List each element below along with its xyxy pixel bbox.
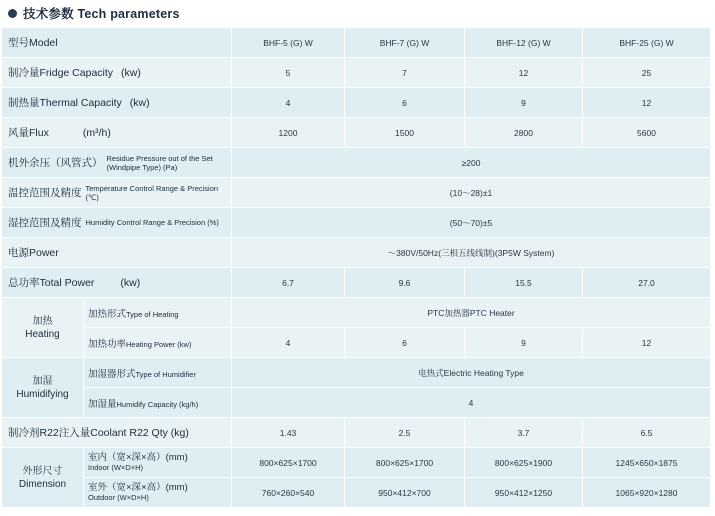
- table-row-residue-pressure: [2, 148, 711, 178]
- table-row-heating-power: [2, 328, 711, 358]
- group-label-dimension: [2, 448, 84, 508]
- table-row-coolant: [2, 418, 711, 448]
- row-label: [2, 208, 232, 238]
- row-label: 电源Power: [2, 238, 232, 268]
- table-cell: 800×625×1900: [465, 448, 583, 478]
- title-bar: [8, 4, 180, 22]
- table-row-thermal-capacity: [2, 88, 711, 118]
- table-cell: 4: [232, 388, 711, 418]
- group-label-en: Heating: [25, 328, 60, 340]
- table-cell: 1200: [232, 118, 345, 148]
- table-row-temperature-range: [2, 178, 711, 208]
- model-name: BHF-25 (G) W: [583, 28, 711, 58]
- group-label-en: Humidifying: [16, 388, 69, 400]
- row-label-cn: 温控范围及精度: [8, 187, 82, 199]
- table-cell: 3.7: [465, 418, 583, 448]
- table-row-humidify-capacity: [2, 388, 711, 418]
- row-label: [2, 88, 232, 118]
- table-cell: 7: [345, 58, 465, 88]
- row-label-text: 制热量Thermal Capacity: [8, 97, 122, 109]
- table-cell: 2.5: [345, 418, 465, 448]
- model-name: BHF-7 (G) W: [345, 28, 465, 58]
- group-label-cn: 加热: [32, 315, 53, 327]
- row-unit: (kw): [121, 67, 141, 79]
- table-cell: 1.43: [232, 418, 345, 448]
- table-cell: ≥200: [232, 148, 711, 178]
- sub-label-en: Outdoor (W×D×H): [88, 492, 149, 502]
- sub-label-en: Heating Power (kw): [126, 339, 192, 349]
- table-row-flux: [2, 118, 711, 148]
- sub-label-en: Type of Heating: [126, 309, 179, 319]
- table-cell: 4: [232, 88, 345, 118]
- table-cell: 6.7: [232, 268, 345, 298]
- table-cell: ～380V/50Hz(三相五线线制)(3P5W System): [232, 238, 711, 268]
- table-cell: 9: [465, 328, 583, 358]
- bullet-icon: [8, 9, 17, 18]
- table-row-heating-type: [2, 298, 711, 328]
- table-cell: 9.6: [345, 268, 465, 298]
- table-row-dimension-outdoor: [2, 478, 711, 508]
- table-cell: 25: [583, 58, 711, 88]
- table-cell: 1065×920×1280: [583, 478, 711, 508]
- sub-label-en: Indoor (W×D×H): [88, 462, 144, 472]
- table-cell: 6: [345, 88, 465, 118]
- table-cell: 5600: [583, 118, 711, 148]
- sub-label-cn: 加湿量: [88, 398, 117, 410]
- sub-label: [84, 328, 232, 358]
- row-label-en: Humidity Control Range & Precision (%): [85, 218, 219, 227]
- table-row-fridge-capacity: [2, 58, 711, 88]
- sub-label: [84, 478, 232, 508]
- table-cell: 6: [345, 328, 465, 358]
- table-cell: 5: [232, 58, 345, 88]
- table-cell: 950×412×1250: [465, 478, 583, 508]
- page-title: 技术参数 Tech parameters: [23, 7, 180, 21]
- table-cell: 760×260×540: [232, 478, 345, 508]
- table-row-total-power: [2, 268, 711, 298]
- row-label-cn: 机外余压（风管式）: [8, 157, 103, 169]
- table-cell: 1500: [345, 118, 465, 148]
- table-cell: 9: [465, 88, 583, 118]
- sub-label-cn: 室内（宽×深×高）(mm): [88, 451, 188, 463]
- table-row-power: [2, 238, 711, 268]
- table-cell: 4: [232, 328, 345, 358]
- table-cell: 950×412×700: [345, 478, 465, 508]
- row-label: [2, 118, 232, 148]
- group-label-cn: 外形尺寸: [22, 465, 63, 477]
- table-row-humidifier-type: [2, 358, 711, 388]
- table-cell: 12: [583, 88, 711, 118]
- model-name: BHF-12 (G) W: [465, 28, 583, 58]
- table-cell: (10～28)±1: [232, 178, 711, 208]
- table-cell: 800×625×1700: [345, 448, 465, 478]
- row-label-text: 总功率Total Power: [8, 277, 95, 289]
- sub-label-cn: 加热形式: [88, 308, 127, 320]
- table-cell: 12: [465, 58, 583, 88]
- model-name: BHF-5 (G) W: [232, 28, 345, 58]
- group-label-heating: [2, 298, 84, 358]
- tech-parameters-table: [2, 28, 711, 508]
- row-label: [2, 148, 232, 178]
- row-label-text: 制冷量Fridge Capacity: [8, 67, 114, 79]
- row-unit: (kw): [129, 97, 150, 109]
- row-unit: (kw): [120, 277, 141, 289]
- row-label-en: Residue Pressure out of the Set (Windpipe Type) (Pa): [106, 153, 213, 172]
- table-cell: 27.0: [583, 268, 711, 298]
- sub-label-cn: 加湿器形式: [88, 368, 136, 380]
- table-cell: (50～70)±5: [232, 208, 711, 238]
- group-label-humidifying: [2, 358, 84, 418]
- row-unit: (m³/h): [82, 127, 111, 139]
- sub-label: [84, 388, 232, 418]
- row-label: 制冷剂R22注入量Coolant R22 Qty (kg): [2, 418, 232, 448]
- row-label-text: 风量Flux: [8, 127, 49, 139]
- sub-label-cn: 加热功率: [88, 338, 127, 350]
- table-row-model: [2, 28, 711, 58]
- sub-label-en: Humidify Capacity (kg/h): [116, 399, 199, 409]
- sub-label: [84, 298, 232, 328]
- row-label: [2, 268, 232, 298]
- table-cell: 1245×650×1875: [583, 448, 711, 478]
- table-cell: 12: [583, 328, 711, 358]
- sub-label-en: Type of Humidifier: [135, 369, 196, 379]
- row-label: [2, 58, 232, 88]
- table-row-humidity-range: [2, 208, 711, 238]
- table-cell: 2800: [465, 118, 583, 148]
- row-label-en: Temperature Control Range & Precision (℃): [85, 183, 219, 202]
- table-cell: PTC加热器PTC Heater: [232, 298, 711, 328]
- table-row-dimension-indoor: [2, 448, 711, 478]
- table-cell: 15.5: [465, 268, 583, 298]
- group-label-en: Dimension: [18, 478, 67, 490]
- sub-label: [84, 358, 232, 388]
- sub-label-cn: 室外（宽×深×高）(mm): [88, 481, 188, 493]
- row-label-cn: 湿控范围及精度: [8, 217, 82, 229]
- table-cell: 电热式Electric Heating Type: [232, 358, 711, 388]
- table-cell: 800×625×1700: [232, 448, 345, 478]
- group-label-cn: 加湿: [32, 375, 53, 387]
- row-label: [2, 178, 232, 208]
- sub-label: [84, 448, 232, 478]
- model-label: 型号Model: [2, 28, 232, 58]
- table-cell: 6.5: [583, 418, 711, 448]
